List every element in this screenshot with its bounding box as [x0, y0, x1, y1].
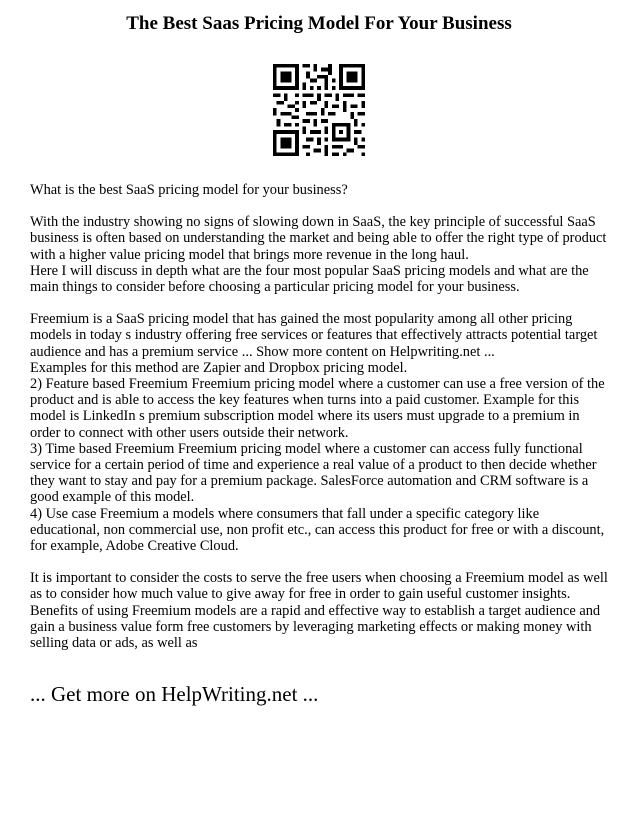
paragraph-examples: Examples for this method are Zapier and Dropbox pricing model. — [30, 359, 408, 376]
paragraph-overview: Here I will discuss in depth what are the four most popular SaaS pricing models and what are the main things to consider before choosing a particular pricing model for your business. — [30, 262, 589, 296]
qr-code-icon — [273, 64, 365, 156]
helpwriting-link[interactable]: ... Get more on HelpWriting.net ... — [30, 682, 319, 706]
paragraph-time-based: 3) Time based Freemium Freemium pricing model where a customer can access fully functional service for a certain period of time and experience a real value of a product to then decide whether they want to stay and pay for a premium package. SalesForce automation and CRM software is a good example of this model. — [30, 440, 597, 506]
article-body — [30, 182, 612, 651]
document-title: The Best Saas Pricing Model For Your Business — [126, 13, 512, 34]
paragraph-intro: With the industry showing no signs of slowing down in SaaS, the key principle of successful SaaS business is often based on understanding the market and being able to offer the right type of product with a higher value pricing model that brings more revenue in the long haul. — [30, 214, 607, 263]
paragraph-question: What is the best SaaS pricing model for your business? — [30, 182, 348, 198]
paragraph-use-case: 4) Use case Freemium a models where consumers that fall under a specific category like educational, non commercial use, non profit etc., can access this product for free or with a discount, for example, Adobe Creative Cloud. — [30, 505, 605, 555]
paragraph-freemium: Freemium is a SaaS pricing model that has gained the most popularity among all other pricing models in today s industry offering free services or features that effectively attracts potential target audience and has a premium service ... Show more content on Helpwriting.net ... — [30, 311, 598, 360]
paragraph-benefits: Benefits of using Freemium models are a rapid and effective way to establish a target audience and gain a business value form free customers by leveraging marketing effects or making money with selling data or ads, as well as — [30, 602, 601, 652]
paragraph-costs: It is important to consider the costs to serve the free users when choosing a Freemium model as well as to consider how much value to give away for free in order to gain useful customer insights. — [30, 570, 608, 603]
paragraph-feature-based: 2) Feature based Freemium Freemium pricing model where a customer can use a free version of the product and is able to access the key features when turns into a paid customer. Example for this model is LinkedIn s premium subscription model where its users must upgrade to a premium in order to connect with other users outside their network. — [30, 376, 605, 441]
